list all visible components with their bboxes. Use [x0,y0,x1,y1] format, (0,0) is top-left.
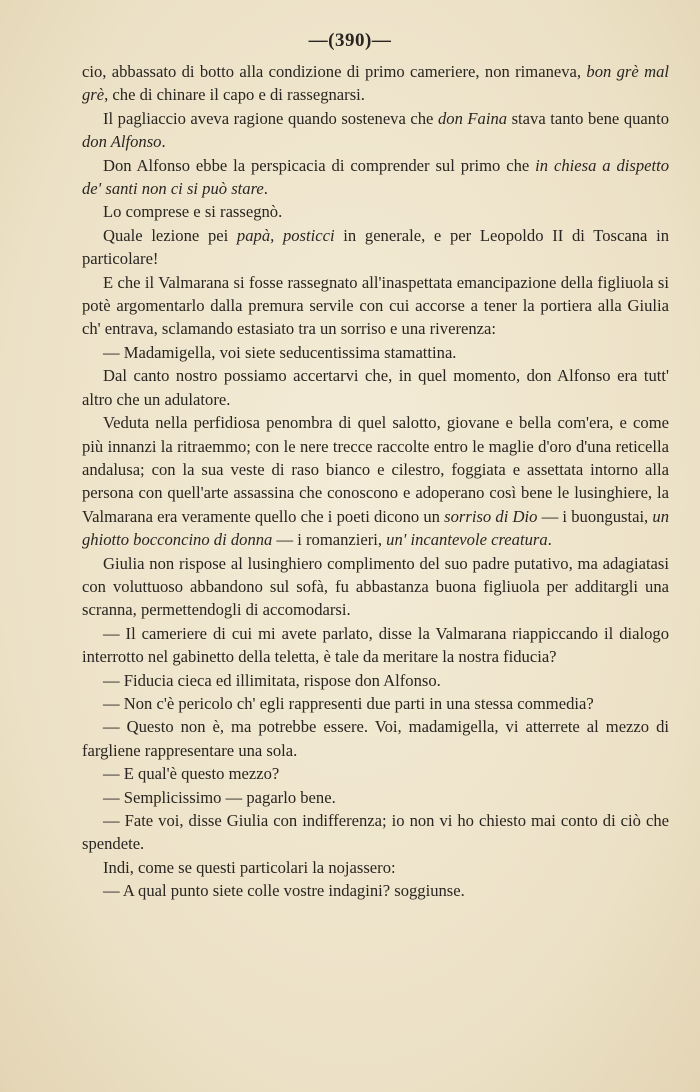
paragraph [82,762,669,785]
text-run: — Fate voi, disse Giulia con indifferenza; io non vi ho chiesto mai conto di ciò che spendete. [82,811,669,854]
paragraph [82,224,669,271]
paragraph [82,786,669,809]
paragraph [82,154,669,201]
text-run: Lo comprese e si rassegnò. [103,202,283,222]
page-number: —(390)— [308,30,392,51]
text-run: Don Alfonso ebbe la perspicacia di comprender sul primo che [103,155,536,175]
text-run: — Questo non è, ma potrebbe essere. Voi, madamigella, vi atterrete al mezzo di fargliene rappresentare una sola. [82,717,669,760]
text-run: — Il cameriere di cui mi avete parlato, disse la Valmarana riappiccando il dialogo interrotto nel gabinetto della teletta, è tale da meritare la nostra fiducia? [82,623,669,667]
paragraph [82,552,669,622]
paragraph [82,411,669,551]
text-run: — Fiducia cieca ed illimitata, rispose don Alfonso. [103,670,441,690]
paragraph [82,809,669,856]
italic-text: un ghiotto bocconcino di donna [82,506,669,550]
text-run: — i romanzieri, [272,530,387,550]
italic-text: papà, posticci [236,225,335,245]
paragraph [82,271,669,341]
text-run: Dal canto nostro possiamo accertarvi che, in quel momento, don Alfonso era tutt' altro che un adulatore. [82,366,669,409]
paragraph [82,364,669,411]
italic-text: in chiesa a dispetto de' santi non ci si può stare [82,155,669,199]
paragraph [82,341,669,364]
text-run: Giulia non rispose al lusinghiero complimento del suo padre putativo, ma adagiatasi con voluttuoso abbandono sul sofà, fu abbastanza buona figliuola per additargli una scranna, permettendogli di accomodarsi. [82,553,669,620]
text-run: . [547,530,552,550]
text-run: in generale, e per Leopoldo II di Toscana in particolare! [82,225,669,269]
paragraph [82,715,669,762]
paragraph [82,107,669,154]
text-run: Il pagliaccio aveva ragione quando sosteneva che [103,108,438,128]
italic-text: un' incantevole creatura [386,530,548,550]
text-run: — Semplicissimo — pagarlo bene. [103,787,336,807]
text-run: — E qual'è questo mezzo? [103,764,280,784]
paragraph [82,669,669,692]
text-run: , che di chinare il capo e di rassegnarsi. [104,85,365,105]
paragraph [82,60,669,107]
paragraph [82,692,669,715]
text-run: stava tanto bene quanto [507,108,669,128]
italic-text: sorriso di Dio [444,506,538,526]
text-run: Veduta nella perfidiosa penombra di quel salotto, giovane e bella com'era, e come più innanzi la ritraemmo; con le nere trecce raccolte entro le maglie d'oro d'una reticella andalusa; con la sua veste di raso bianco e cilestro, foggiata e assettata intorno alla persona con quell'arte assassina che conoscono e adoperano così bene le lusinghiere, la Valmarana era veramente quello che i poeti dicono un [82,413,669,526]
text-run: — Non c'è pericolo ch' egli rappresenti due parti in una stessa commedia? [103,693,594,713]
text-run: Quale lezione pei [103,225,237,245]
paragraph [82,879,669,902]
text-run: cio, abbassato di botto alla condizione di primo cameriere, non rimaneva, [82,62,587,81]
paragraph [82,856,669,879]
italic-text: don Alfonso [82,132,162,152]
paragraph [82,200,669,223]
text-run: . [263,179,268,199]
text-run: — i buongustai, [537,506,653,526]
text-run: E che il Valmarana si fosse rassegnato all'inaspettata emancipazione della figliuola si potè argomentarlo dalla premura servile con cui accorse a tener la portiera alla Giulia ch' entrava, sclamando estasiato tra un sorriso e una riverenza: [82,272,669,339]
text-run: — Madamigella, voi siete seducentissima stamattina. [103,342,457,362]
paragraph [82,622,669,669]
italic-text: don Faina [437,108,508,128]
italic-text: bon grè mal grè [82,62,669,105]
body-text [82,60,669,903]
text-run: — A qual punto siete colle vostre indagini? soggiunse. [103,881,465,901]
text-run: Indi, come se questi particolari la nojassero: [103,857,396,877]
text-run: . [161,132,166,152]
